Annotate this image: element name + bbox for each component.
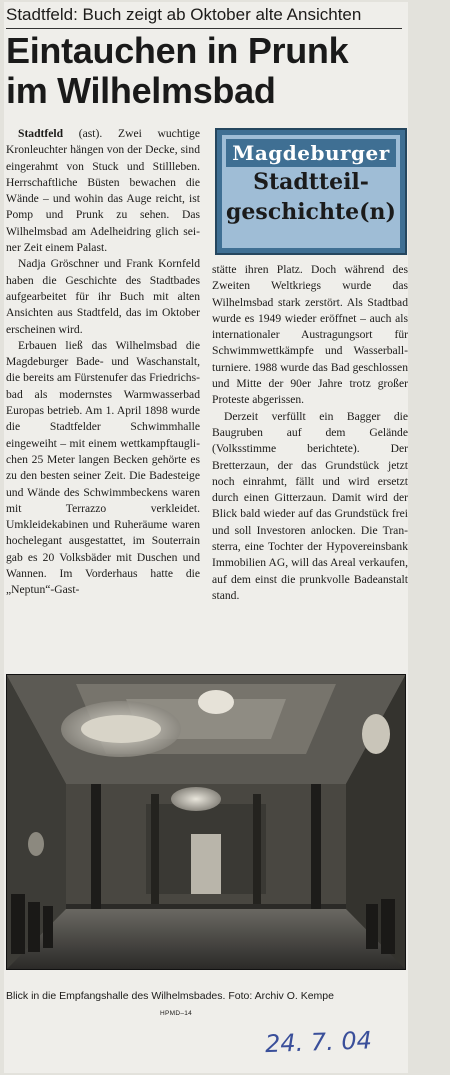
series-badge	[215, 128, 407, 255]
paragraph-1	[6, 126, 200, 256]
headline-line-2: im Wilhelmsbad	[6, 70, 276, 111]
article-kicker: Stadtfeld: Buch zeigt ab Oktober alte Ansichten	[6, 5, 362, 24]
handwritten-date: 24. 7. 04	[264, 1026, 373, 1059]
article-headline	[6, 31, 406, 111]
dateline: Stadtfeld	[18, 127, 64, 140]
headline-line-1: Eintauchen in Prunk	[6, 30, 349, 71]
series-badge-city: Magdeburger	[226, 139, 396, 167]
series-badge-title-1: Stadtteil-	[253, 169, 369, 195]
series-badge-inner	[222, 135, 400, 248]
series-badge-title-2: geschichte(n)	[226, 199, 396, 225]
paragraph-1-text: (ast). Zwei wuchtige Kronleuchter hängen von der Decke, sind eingerahmt von Stuck und Stillleben. Herrschaftliche Büsten bewachen die Wände – und wohin das Auge reicht, ist Pomp und Prunk zu sehen. Das Wilhelmsbad am Adelheidring glich seiner Zeit einem Palast.	[6, 127, 200, 255]
paragraph-5: Derzeit verfüllt ein Bagger die Baugruben auf dem Gelände (Volksstimme berichtete). Der Bretterzaun, der das Grundstück jetzt noch einrahmt, fällt und wird ersetzt durch einen Gitterzaun. Damit wird der Blick bald wieder auf das Grundstück frei und soll Investoren anlocken. Die Transterra, eine Tochter der Hypovereinsbank Immobilien AG, will das Areal verkaufen, auf dem einst die prunkvolle Badeanstalt stand.	[212, 409, 408, 602]
paragraph-3: Erbauen ließ das Wilhelmsbad die Magdeburger Bade- und Waschanstalt, die bereits am Fürstenufer das Friedrichsbad als modernstes Warmwasserbad Europas betrieb. Am 1. April 1898 wurde die Stadtfelder Schwimmhalle eingeweiht – mit einem wettkampftauglichen 25 Meter langen Becken gehörte es zu den besten seiner Zeit. Die Badesteige und Wände des Schwimmbeckens waren mit Terrazzo verkleidet. Umkleidekabinen und Ruheräume waren hochelegant ausgestattet, im Souterrain gab es 20 Volksbäder mit Duschen und Wannen. Im Vorderhaus hatte die „Neptun“-Gast-	[6, 338, 200, 597]
photo-caption: Blick in die Empfangshalle des Wilhelmsbades. Foto: Archiv O. Kempe	[6, 990, 334, 1002]
hall-photo	[6, 674, 406, 970]
paragraph-2: Nadja Gröschner und Frank Kornfeld haben die Geschichte des Stadtbades aufgearbeitet für ihr Buch mit alten Ansichten aus Stadtfeld, das im Oktober erscheinen wird.	[6, 257, 200, 336]
clipping-code: HPMD–14	[160, 1010, 193, 1017]
kicker-rule	[6, 28, 402, 29]
article-column-1	[6, 126, 200, 599]
paragraph-4: stätte ihren Platz. Doch während des Zweiten Weltkriegs wurde das Wilhelmsbad stark zerstört. Als Stadtbad wurde es 1949 wieder eröffnet – auch als internationaler Austragungsort für Schwimmwettkämpfe und Wasserballturniere. 1988 wurde das Bad geschlossen und Mitte der 90er Jahre trotz großer Proteste abgerissen.	[212, 263, 408, 407]
article-column-2	[212, 262, 408, 604]
